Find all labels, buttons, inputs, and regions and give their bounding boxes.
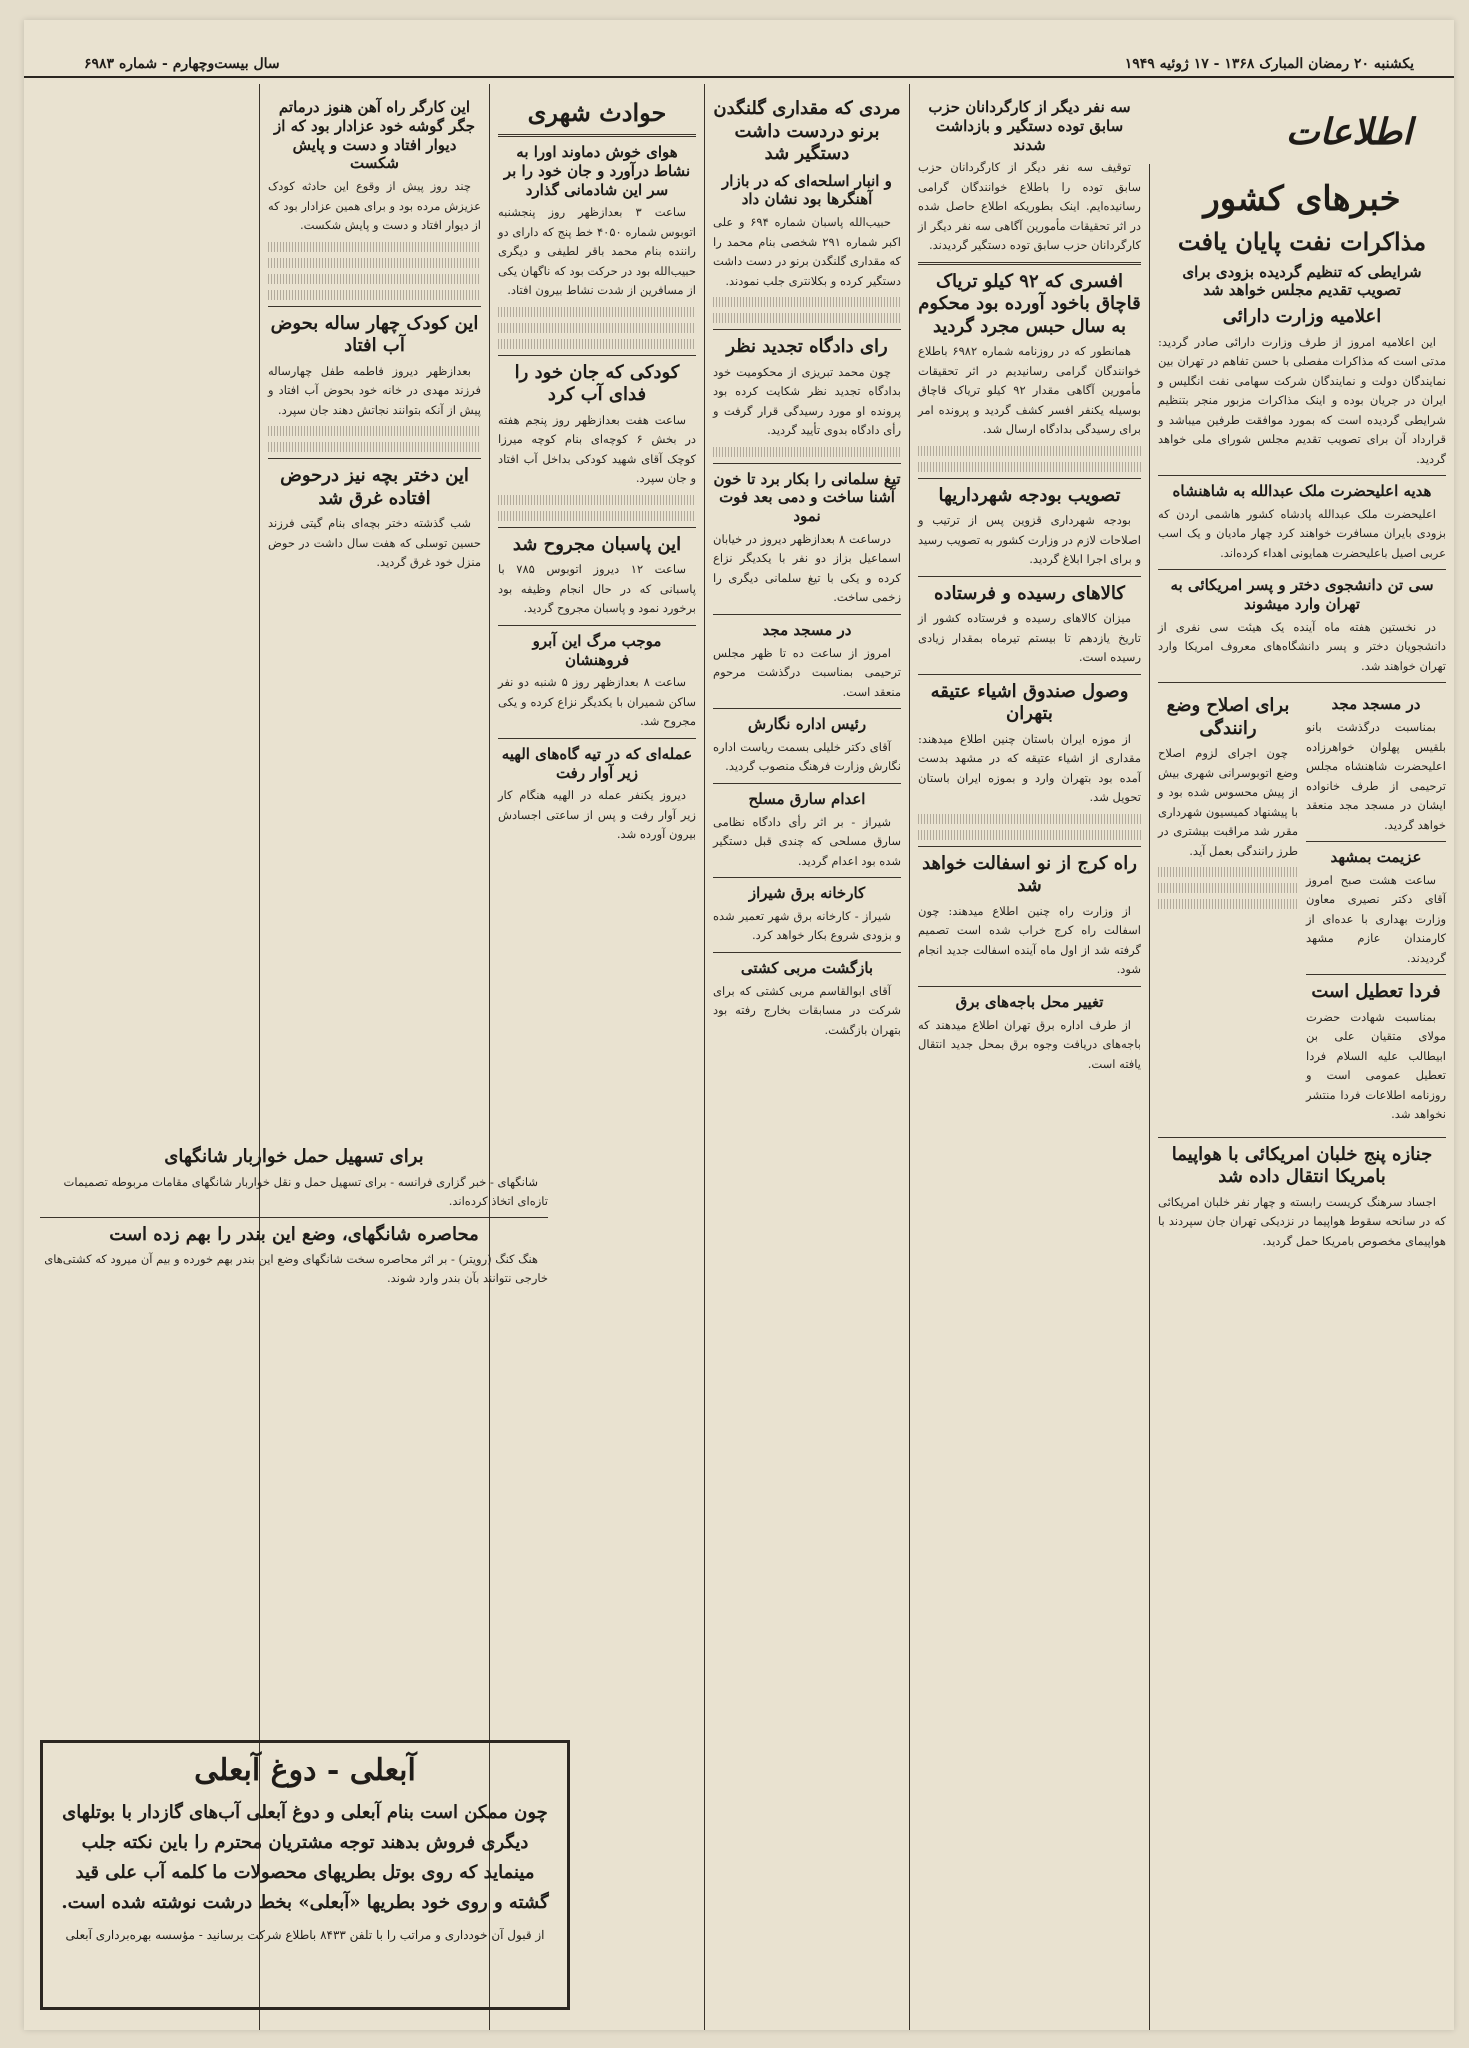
bottom-shanghai (24, 1134, 564, 1354)
article-text: آقای دکتر خلیلی بسمت ریاست اداره نگارش وزارت فرهنگ منصوب گردید. (713, 739, 901, 774)
article-text: بعدازظهر دیروز فاطمه طفل چهارساله فرزند مهدی در خانه خود بحوض آب افتاد و پیش از آنکه بتوانند نجاتش دهند جان سپرد. (268, 363, 481, 417)
columns (24, 84, 1454, 2030)
column-2 (909, 84, 1149, 2030)
article-text: از موزه ایران باستان چنین اطلاع میدهند: مقداری از اشیاء عتیقه که در مشهد بدست آمده بود بتهران وارد و بموزه ایران باستان تحویل شد. (918, 731, 1141, 805)
article-text: اجساد سرهنگ کریست رابسته و چهار نفر خلبان امریکائی که در سانحه سقوط هواپیما در نزدیکی تهران جان سپردند با هواپیمای مخصوص بامریکا حمل گردید. (1158, 1194, 1446, 1248)
newspaper-logo: اطلاعات (1285, 111, 1413, 153)
article-text: شیراز - بر اثر رأی دادگاه نظامی سارق مسلحی که چندی قبل دستگیر شده بود اعدام گردید. (713, 814, 901, 868)
headline-shanghai-blockade: محاصره شانگهای، وضع این بندر را بهم زده است (109, 1223, 479, 1245)
headline-departure-mashhad: عزیمت بمشهد (1330, 848, 1422, 866)
headline-death-cause: موجب مرگ این آبرو فروهنشان (532, 631, 662, 669)
column-city-events (489, 84, 704, 2030)
article-text: در نخستین هفته ماه آینده یک هیئت سی نفری از دانشجویان دختر و پسر دانشگاه‌های معروف امریکا وارد تهران خواهند شد. (1158, 619, 1446, 673)
headline-american-pilots: جنازه پنج خلبان امریکائی با هواپیما بامریکا انتقال داده شد (1171, 1143, 1433, 1188)
article-text: این اعلامیه امروز از طرف وزارت دارائی صادر گردید: مدتی است که مذاکرات مفصلی با حسن تفاهم در تهران بین نمایندگان دولت و نمایندگان شرکت سهامی نفت انگلیس و ایران در جریان بوده و اینک مذاکرات مزبور منجر بتنظیم شرایطی گردیده است که بمورد موافقت طرفین میباشد و قرارداد آن برای تصویب تقدیم مجلس شورای ملی خواهد گردید. (1158, 334, 1446, 466)
headline-tudeh-arrests: سه نفر دیگر از کارگردانان حزب سابق توده دستگیر و بازداشت شدند (928, 98, 1131, 154)
headline-holiday: فردا تعطیل است (1311, 981, 1441, 1003)
headline-rifle-bolts: مردی که مقداری گلنگدن برنو دردست داشت دستگیر شد (713, 98, 901, 164)
advertisement-abali (40, 1740, 570, 2010)
article-text: اعلیحضرت ملک عبدالله پادشاه کشور هاشمی اردن که بزودی بایران مسافرت خواهند کرد چهار مادیان و یک اسب عربی اصیل باعلیحضرت همایونی اهداء کرده‌اند. (1158, 506, 1446, 560)
headline-municipal-budget: تصویب بودجه شهرداریها (938, 484, 1121, 506)
headline-editorial-head: رئیس اداره نگارش (747, 715, 867, 733)
headline-shanghai-food: برای تسهیل حمل خواربار شانگهای (164, 1146, 424, 1167)
section-title: خبرهای کشور (1203, 179, 1401, 219)
headline-karaj-road: راه کرج از نو اسفالت خواهد شد (922, 852, 1137, 897)
column-national-news (1149, 164, 1454, 2030)
article-text: بودجه شهرداری قزوین پس از ترتیب و اصلاحات لازم در وزارت کشور به تصویب رسید و برای اجرا ابلاغ گردید. (918, 513, 1141, 567)
article-text: چند روز پیش از وقوع این حادثه کودک عزیزش مرده بود و برای همین عزادار بود که از دیوار افتاد و دست و پایش شکست. (268, 179, 481, 232)
article-text: از وزارت راه چنین اطلاع میدهند: چون اسفالت راه کرج خراب شده است تصمیم گرفته شد از اول ماه آینده اسفالت جدید انجام شود. (918, 903, 1141, 977)
headline-appeal-court: رای دادگاه تجدید نظر (726, 336, 888, 357)
headline-child-water: کودکی که جان خود را فدای آب کرد (514, 361, 680, 406)
headline-king-gift: هدیه اعلیحضرت ملک عبدالله به شاهنشاه (1172, 482, 1432, 500)
article-text: چون اجرای لزوم اصلاح وضع اتوبوسرانی شهری بیش از پیش محسوس شده بود و با پیشنهاد کمیسیون شهرداری مقرر شد مراقبت بیشتری در طرز رانندگی بعمل آید. (1158, 746, 1298, 858)
article-text: همانطور که در روزنامه شماره ۶۹۸۲ باطلاع خوانندگان گرامی رسانیدیم در اثر تحقیقات مأمورین آگاهی مقدار ۹۲ کیلو تریاک قاچاق بوسیله یکنفر افسر کشف گردید و پرونده امر برای رسیدگی بدادگاه ارسال شد. (918, 344, 1141, 437)
ad-text: چون ممکن است بنام آبعلی و دوغ آبعلی آب‌های گازدار با بوتلهای دیگری فروش بدهند توجه مشتریان محترم را باین نکته جلب مینماید که روی بوتل بطریهای محصولات ما کلمه آب علی قید گشته و روی خود بطریها «آبعلی» بخط درشت نوشته شده است. (61, 1802, 549, 1913)
column-5 (259, 84, 489, 2030)
subhead-oil-talks: شرایطی که تنظیم گردیده بزودی برای تصویب تقدیم مجلس خواهد شد (1182, 262, 1422, 300)
article-text: حبیب‌الله پاسبان شماره ۶۹۴ و علی اکبر شماره ۲۹۱ شخصی بنام محمد را که مقداری گلنگدن برنو در دست داشت دستگیر کرده و بکلانتری جلب نمودند. (713, 215, 901, 288)
masthead-date: یکشنبه ۲۰ رمضان المبارک ۱۳۶۸ - ۱۷ ژوئیه ۱۹۴۹ (1124, 56, 1414, 72)
article-text: ساعت هشت صبح امروز آقای دکتر نصیری معاون وزارت بهداری با عده‌ای از کارمندان عازم مشهد گردیدند. (1306, 872, 1446, 965)
headline-finance-ministry: اعلامیه وزارت دارائی (1222, 306, 1382, 327)
headline-railway-worker: این کارگر راه آهن هنوز درماتم جگر گوشه خود عزادار بود که از دیوار افتاد و دست و پایش شکست (273, 98, 476, 173)
headline-damavand: هوای خوش دماوند اورا به نشاط درآورد و جان خود را بر سر این شادمانی گذارد (503, 143, 691, 199)
article-text: امروز از ساعت ده تا ظهر مجلس ترحیمی بمناسبت درگذشت مرحوم منعقد است. (713, 645, 901, 699)
article-text: شب گذشته دختر بچه‌ای بنام گیتی فرزند حسین توسلی که هفت سال داشت در حوض منزل خود غرق گردید. (268, 516, 481, 569)
headline-execution: اعدام سارق مسلح (748, 789, 866, 808)
article-text: ساعت ۱۲ دیروز اتوبوس ۷۸۵ با پاسبانی که در حال انجام وظیفه بود برخورد نمود و پاسبان مجروح گردید. (498, 562, 696, 616)
ad-footer: از قبول آن خودداری و مراتب را با تلفن ۸۴۳۳ باطلاع شرکت برسانید - مؤسسه بهره‌برداری آبعلی (65, 1928, 545, 1942)
article-text: ساعت هفت بعدازظهر روز پنجم هفته در بخش ۶ کوچه‌ای بنام کوچه میرزا کوچک آقای شهید کودکی بداخل آب افتاد و جان سپرد. (498, 412, 697, 486)
headline-opium-officer: افسری که ۹۲ کیلو تریاک قاچاق باخود آورده بود محکوم به سال حبس مجرد گردید (918, 270, 1141, 337)
headline-wrestling-coach: بازگشت مربی کشتی (740, 958, 874, 977)
masthead-issue: سال بیست‌وچهارم - شماره ۶۹۸۳ (84, 56, 280, 72)
headline-police-injured: این پاسبان مجروح شد (512, 533, 682, 555)
newspaper-page (24, 20, 1454, 2030)
article-text: توقیف سه نفر دیگر از کارگردانان حزب سابق توده را باطلاع خوانندگان گرامی رسانیده‌ایم. اینک بطوریکه اطلاع حاصل شده در اثر تحقیقات مأمورین آگاهی سه نفر دیگر از کارگردانان حزب سابق توده دستگیر گردیدند. (918, 160, 1141, 253)
headline-power-offices: تغییر محل باجه‌های برق (955, 992, 1104, 1011)
headline-american-students: سی تن دانشجوی دختر و پسر امریکائی به تهران وارد میشوند (1170, 576, 1434, 613)
article-text: میزان کالاهای رسیده و فرستاده کشور از تاریخ یازدهم تا بیستم تیرماه بمقدار زیادی رسیده است. (918, 611, 1141, 665)
article-text: درساعت ۸ بعدازظهر دیروز در خیابان اسماعیل بزاز دو نفر با یکدیگر نزاع کرده و یکی با تیغ سلمانی دیگری را زخمی ساخت. (713, 531, 901, 605)
article-text: شیراز - کارخانه برق شهر تعمیر شده و بزودی شروع بکار خواهد کرد. (713, 908, 901, 943)
article-text: چون محمد تبریزی از محکومیت خود بدادگاه تجدید نظر شکایت کرده بود پرونده او مورد رسیدگی قرار گرفت و رأی دادگاه بدوی تأیید گردید. (713, 364, 901, 437)
headline-mosque-2: در مسجد مجد (762, 620, 852, 639)
article-text: ساعت ۸ بعدازظهر روز ۵ شنبه دو نفر ساکن شمیران با یکدیگر نزاع کرده و یکی مجروح شد. (498, 675, 696, 729)
article-text: آقای ابوالقاسم مربی کشتی که برای شرکت در مسابقات بخارج رفته بود بتهران بازگشت. (713, 983, 901, 1037)
article-text: از طرف اداره برق تهران اطلاع میدهند که باجه‌های دریافت وجوه برق بمحل جدید انتقال یافته است. (918, 1017, 1141, 1071)
masthead (24, 52, 1454, 78)
headline-antiques: وصول صندوق اشیاء عتیقه بتهران (930, 680, 1129, 725)
ad-title: آبعلی - دوغ آبعلی (194, 1753, 416, 1788)
headline-driving-reform: برای اصلاح وضع رانندگی (1166, 695, 1290, 739)
article-text: ساعت ۳ بعدازظهر روز پنجشنبه اتوبوس شماره ۴۰۵۰ خط پنج که دارای دو راننده بنام محمد باقر لطیفی و دیگری حبیب‌الله بود در حرکت بود که ناگهان یکی از مسافرین از شدت نشاط بیرون افتاد. (498, 205, 696, 298)
headline-oil-talks: مذاکرات نفت پایان یافت (1177, 226, 1427, 256)
section-city-events: حوادث شهری (527, 98, 667, 127)
article-text: دیروز یکنفر عمله در الهیه هنگام کار زیر آوار رفت و پس از ساعتی اجسادش بیرون آورده شد. (498, 788, 696, 842)
headline-shiraz-power: کارخانه برق شیراز (748, 884, 866, 902)
headline-razor-fight: تیغ سلمانی را بکار برد تا خون آشنا ساخت و دمی بعد فوت نمود (713, 469, 901, 525)
headline-child-pool: این کودک چهار ساله بحوض آب افتاد (270, 312, 479, 356)
subhead-weapons-depot: و انبار اسلحه‌ای که در بازار آهنگرها بود نشان داد (722, 171, 892, 209)
column-3 (704, 84, 909, 2030)
article-text: بمناسبت درگذشت بانو بلقیس پهلوان خواهرزاده اعلیحضرت شاهنشاه مجلس ترحیمی از طرف خانواده ایشان در مسجد مجد منعقد خواهد گردید. (1306, 720, 1446, 832)
headline-mosque: در مسجد مجد (1331, 695, 1421, 714)
headline-girl-drowned: این دختر بچه نیز درحوض افتاده غرق شد (280, 465, 469, 509)
headline-goods: کالاهای رسیده و فرستاده (934, 582, 1125, 604)
article-text: شانگهای - خبر گزاری فرانسه - برای تسهیل حمل و نقل خواربار شانگهای مقامات مربوطه تصمیمات تازه‌ای اتخاذ کرده‌اند. (63, 1174, 548, 1208)
article-text: هنگ کنگ (رویتر) - بر اثر محاصره سخت شانگهای وضع این بندر بهم خورده و بیم آن میرود که کشتی‌های خارجی نتوانند بآن بندر وارد شوند. (44, 1252, 548, 1285)
article-text: بمناسبت شهادت حضرت مولای متقیان علی بن ابیطالب علیه السلام فردا تعطیل عمومی است و روزنامه اطلاعات فردا منتشر نخواهد شد. (1306, 1009, 1446, 1122)
headline-worker-collapse: عمله‌ای که در تیه گاه‌های الهیه زیر آوار رفت (501, 744, 693, 782)
